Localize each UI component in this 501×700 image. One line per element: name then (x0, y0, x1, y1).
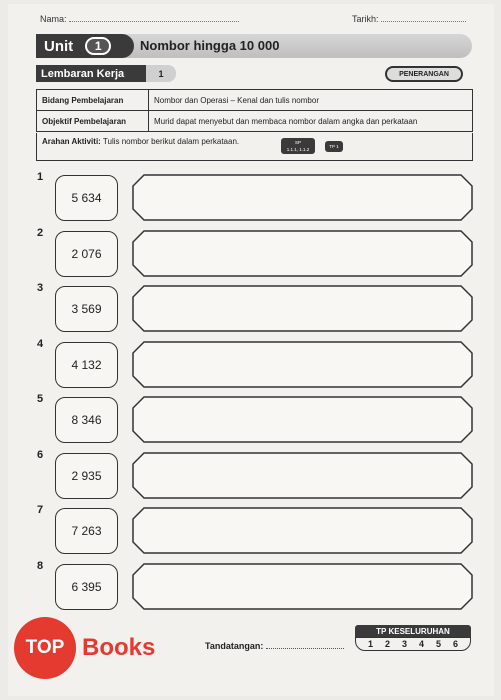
signature-label: Tandatangan: (205, 641, 264, 651)
penerangan-button[interactable]: PENERANGAN (385, 66, 463, 82)
info-label: Bidang Pembelajaran (37, 90, 149, 111)
answer-field[interactable] (132, 341, 473, 388)
tp-level[interactable]: 4 (418, 639, 424, 649)
logo-text: Books (82, 634, 156, 661)
answer-field[interactable] (132, 507, 473, 554)
tp-level[interactable]: 2 (384, 639, 390, 649)
info-value: Nombor dan Operasi – Kenal dan tulis nombor (149, 90, 473, 111)
activity-instruction (36, 133, 473, 161)
question-number: 8 (37, 559, 44, 572)
info-value: Murid dapat menyebut dan membaca nombor dalam angka dan perkataan (149, 111, 473, 132)
sp-label: SP (294, 140, 301, 145)
sp-value: 1.1.1, 1.1.2 (286, 147, 310, 152)
logo-circle: TOP (14, 617, 76, 679)
tp-level[interactable]: 5 (435, 639, 441, 649)
info-row (37, 111, 473, 132)
question-number: 1 (37, 171, 44, 183)
activity-label: Arahan Aktiviti: (42, 137, 101, 146)
unit-title: Nombor hingga 10 000 (140, 38, 280, 53)
question-number: 6 (37, 448, 44, 461)
name-field[interactable] (40, 14, 239, 24)
number-box: 6 395 (55, 564, 118, 610)
sp-badge (281, 138, 315, 154)
number-box: 2 935 (55, 453, 118, 499)
worksheet-number: 1 (146, 65, 176, 82)
question-number: 7 (37, 504, 44, 516)
number-box: 2 076 (55, 231, 118, 277)
info-row (37, 90, 473, 111)
info-table (36, 89, 473, 132)
unit-tag (36, 34, 134, 58)
date-field[interactable] (352, 14, 466, 24)
number-box: 4 132 (55, 342, 118, 388)
tp-overall-title: TP KESELURUHAN (355, 625, 471, 637)
answer-field[interactable] (132, 230, 473, 277)
tp-level[interactable]: 1 (367, 639, 373, 649)
number-box: 3 569 (55, 286, 118, 332)
activity-text: Tulis nombor berikut dalam perkataan. (102, 137, 240, 146)
number-box: 5 634 (55, 175, 118, 221)
answer-field[interactable] (132, 285, 473, 332)
tp-badge: TP 1 (325, 141, 343, 152)
info-label: Objektif Pembelajaran (37, 111, 149, 132)
question-number: 3 (37, 282, 44, 294)
tp-levels (355, 637, 471, 651)
number-box: 7 263 (55, 508, 118, 554)
unit-number: 1 (85, 37, 111, 55)
tp-level[interactable]: 6 (452, 639, 458, 649)
signature-field[interactable] (205, 641, 344, 651)
name-label: Nama: (40, 14, 67, 24)
topbooks-logo (14, 626, 155, 670)
answer-field[interactable] (132, 563, 473, 610)
unit-label: Unit (44, 37, 74, 55)
answer-field[interactable] (132, 396, 473, 443)
question-number: 5 (37, 393, 44, 405)
tp-level[interactable]: 3 (401, 639, 407, 649)
worksheet-label: Lembaran Kerja (36, 65, 146, 82)
answer-field[interactable] (132, 174, 473, 221)
answer-field[interactable] (132, 452, 473, 499)
question-number: 4 (37, 337, 44, 350)
number-box: 8 346 (55, 397, 118, 443)
question-number: 2 (37, 226, 44, 239)
date-label: Tarikh: (352, 14, 379, 24)
